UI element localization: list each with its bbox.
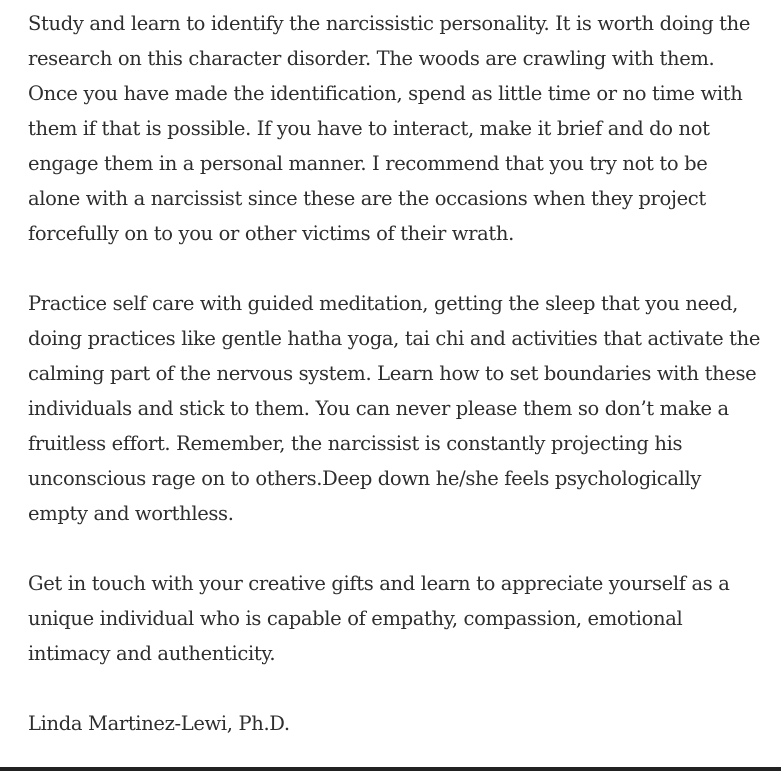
text-line: calming part of the nervous system. Learn how to set boundaries with these (28, 362, 757, 385)
text-line: Once you have made the identification, spend as little time or no time with (28, 82, 743, 105)
author-signature: Linda Martinez-Lewi, Ph.D. (28, 712, 290, 735)
text-line: Study and learn to identify the narcissistic personality. It is worth doing the (28, 12, 751, 35)
bottom-divider (0, 767, 781, 771)
article-body (28, 6, 778, 741)
text-line: individuals and stick to them. You can never please them so don’t make a (28, 397, 729, 420)
text-line: unconscious rage on to others.Deep down he/she feels psychologically (28, 467, 702, 490)
paragraph-identify-narcissist (28, 6, 778, 251)
text-line: forcefully on to you or other victims of their wrath. (28, 222, 514, 245)
text-line: Practice self care with guided meditation, getting the sleep that you need, (28, 292, 738, 315)
text-line: research on this character disorder. The woods are crawling with them. (28, 47, 715, 70)
text-line: empty and worthless. (28, 502, 234, 525)
text-line: fruitless effort. Remember, the narcissist is constantly projecting his (28, 432, 683, 455)
paragraph-self-care (28, 286, 778, 531)
text-line: alone with a narcissist since these are the occasions when they project (28, 187, 706, 210)
paragraph-creative-gifts (28, 566, 778, 671)
text-line: unique individual who is capable of empathy, compassion, emotional (28, 607, 683, 630)
text-line: intimacy and authenticity. (28, 642, 276, 665)
text-line: them if that is possible. If you have to interact, make it brief and do not (28, 117, 710, 140)
text-line: Get in touch with your creative gifts and learn to appreciate yourself as a (28, 572, 730, 595)
text-line: engage them in a personal manner. I recommend that you try not to be (28, 152, 708, 175)
text-line: doing practices like gentle hatha yoga, tai chi and activities that activate the (28, 327, 761, 350)
